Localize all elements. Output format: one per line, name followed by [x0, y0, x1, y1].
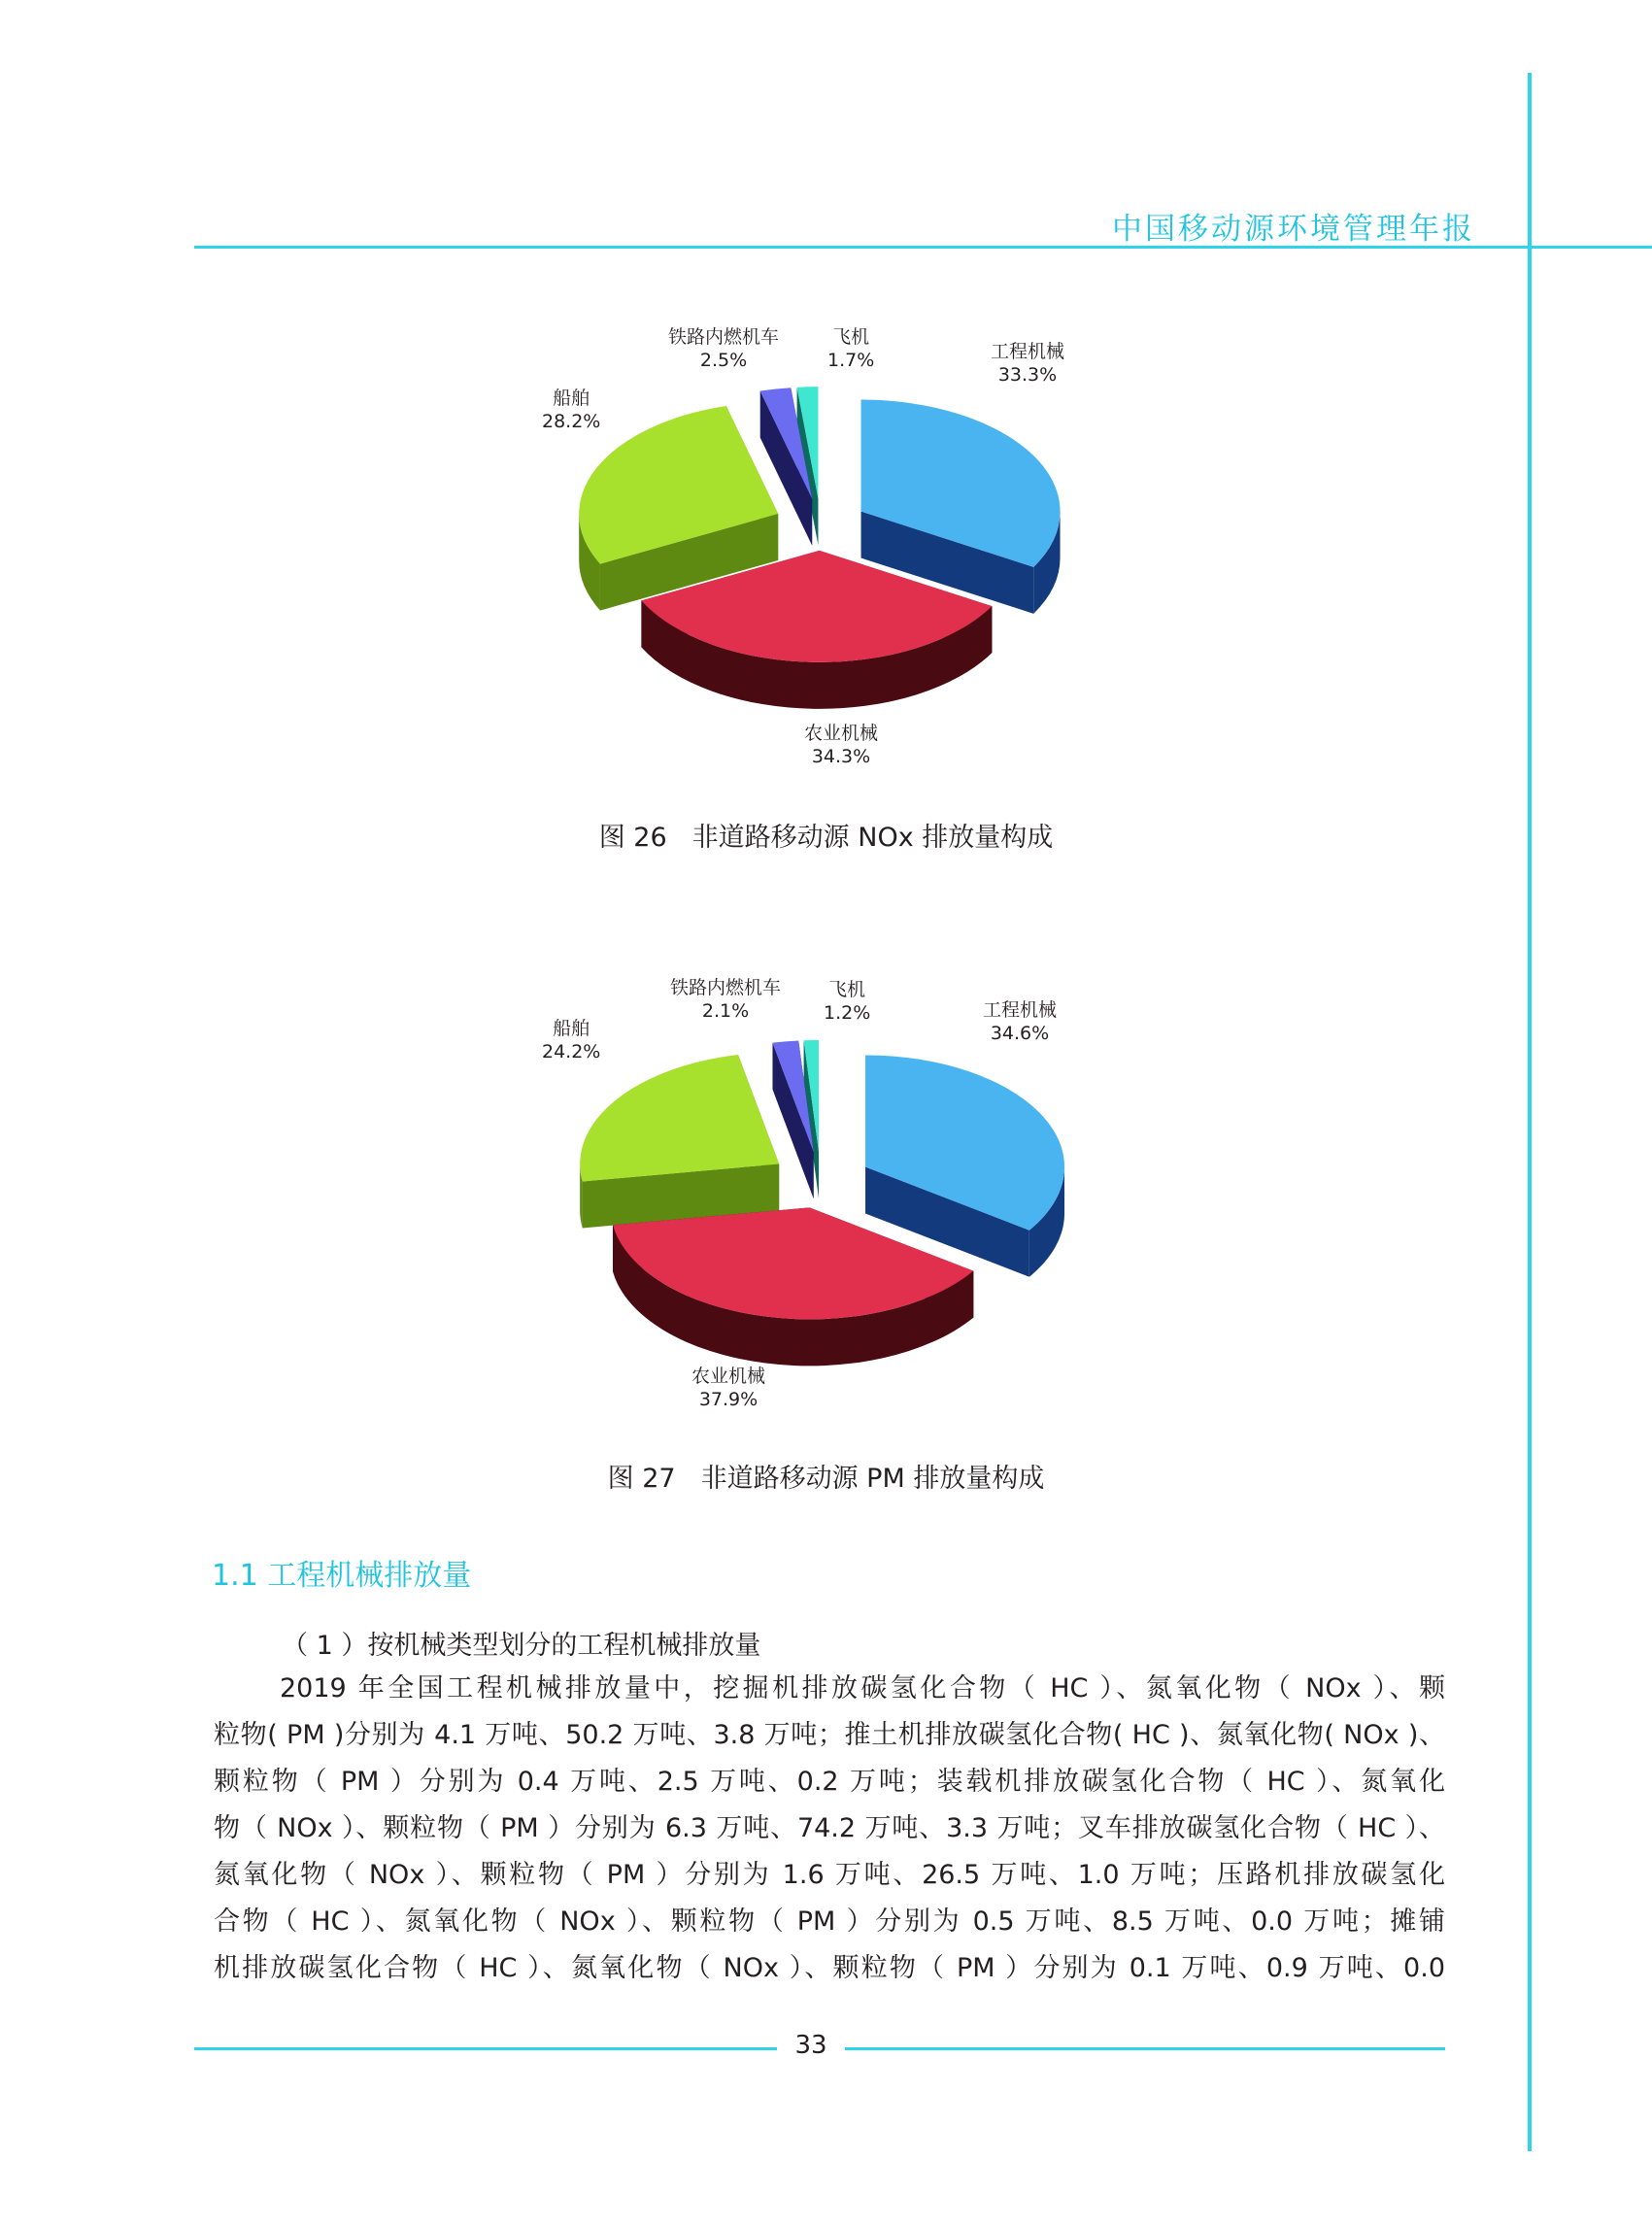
body-paragraph — [214, 1666, 1445, 1992]
pm-pie-svg — [291, 957, 1263, 1418]
nox-pie-chart — [291, 306, 1263, 792]
footer-rule-left — [194, 2047, 777, 2050]
pie-slice-ships — [580, 1055, 779, 1229]
nox-pie-svg — [291, 306, 1263, 792]
footer-rule-right — [845, 2047, 1445, 2050]
paragraph-line: 机排放碳氢化合物（ HC ）、氮氧化物（ NOx ）、颗粒物（ PM ）分别为 0.1 万吨、0.9 万吨、0.0 — [214, 1953, 1445, 1983]
pie-label-railway: 铁路内燃机车 2.5% — [668, 326, 780, 371]
page-edge-rule — [1528, 73, 1532, 2151]
paragraph-line: 粒物( PM )分别为 4.1 万吨、50.2 万吨、3.8 万吨；推土机排放碳氢化合物( HC )、氮氧化物( NOx )、 — [214, 1720, 1445, 1750]
pie-label-ships: 船舶 28.2% — [542, 388, 601, 432]
pm-pie-chart — [291, 957, 1263, 1418]
section-title: 1.1 工程机械排放量 — [212, 1559, 472, 1593]
sub-heading: （ 1 ）按机械类型划分的工程机械排放量 — [282, 1631, 761, 1661]
pie-label-agriculture: 农业机械 34.3% — [804, 723, 879, 767]
pie-label-ships: 船舶 24.2% — [542, 1018, 601, 1062]
page-number: 33 — [794, 2031, 827, 2060]
paragraph-line: 合物（ HC ）、氮氧化物（ NOx ）、颗粒物（ PM ）分别为 0.5 万吨、8.5 万吨、0.0 万吨；摊铺 — [214, 1906, 1445, 1937]
paragraph-line: 物（ NOx ）、颗粒物（ PM ）分别为 6.3 万吨、74.2 万吨、3.3 万吨；叉车排放碳氢化合物（ HC ）、 — [214, 1813, 1445, 1843]
pie-label-aircraft: 飞机 1.7% — [827, 326, 875, 371]
paragraph-line: 颗粒物（ PM ）分别为 0.4 万吨、2.5 万吨、0.2 万吨；装载机排放碳氢化合物（ HC ）、氮氧化 — [214, 1767, 1445, 1797]
paragraph-line: 2019 年全国工程机械排放量中，挖掘机排放碳氢化合物（ HC ）、氮氧化物（ NOx ）、颗 — [280, 1673, 1445, 1703]
running-header-title: 中国移动源环境管理年报 — [1112, 212, 1475, 247]
pie-label-engineering: 工程机械 33.3% — [991, 341, 1065, 386]
slice-top-face — [580, 1055, 779, 1182]
pie-label-aircraft: 飞机 1.2% — [824, 979, 871, 1024]
figure-26-caption: 图 26 非道路移动源 NOx 排放量构成 — [598, 823, 1054, 853]
paragraph-line: 氮氧化物（ NOx ）、颗粒物（ PM ）分别为 1.6 万吨、26.5 万吨、1.0 万吨；压路机排放碳氢化 — [214, 1860, 1445, 1890]
pie-label-railway: 铁路内燃机车 2.1% — [670, 977, 782, 1022]
pie-label-agriculture: 农业机械 37.9% — [691, 1366, 766, 1410]
pie-label-engineering: 工程机械 34.6% — [983, 999, 1058, 1044]
figure-27-caption: 图 27 非道路移动源 PM 排放量构成 — [607, 1464, 1045, 1494]
